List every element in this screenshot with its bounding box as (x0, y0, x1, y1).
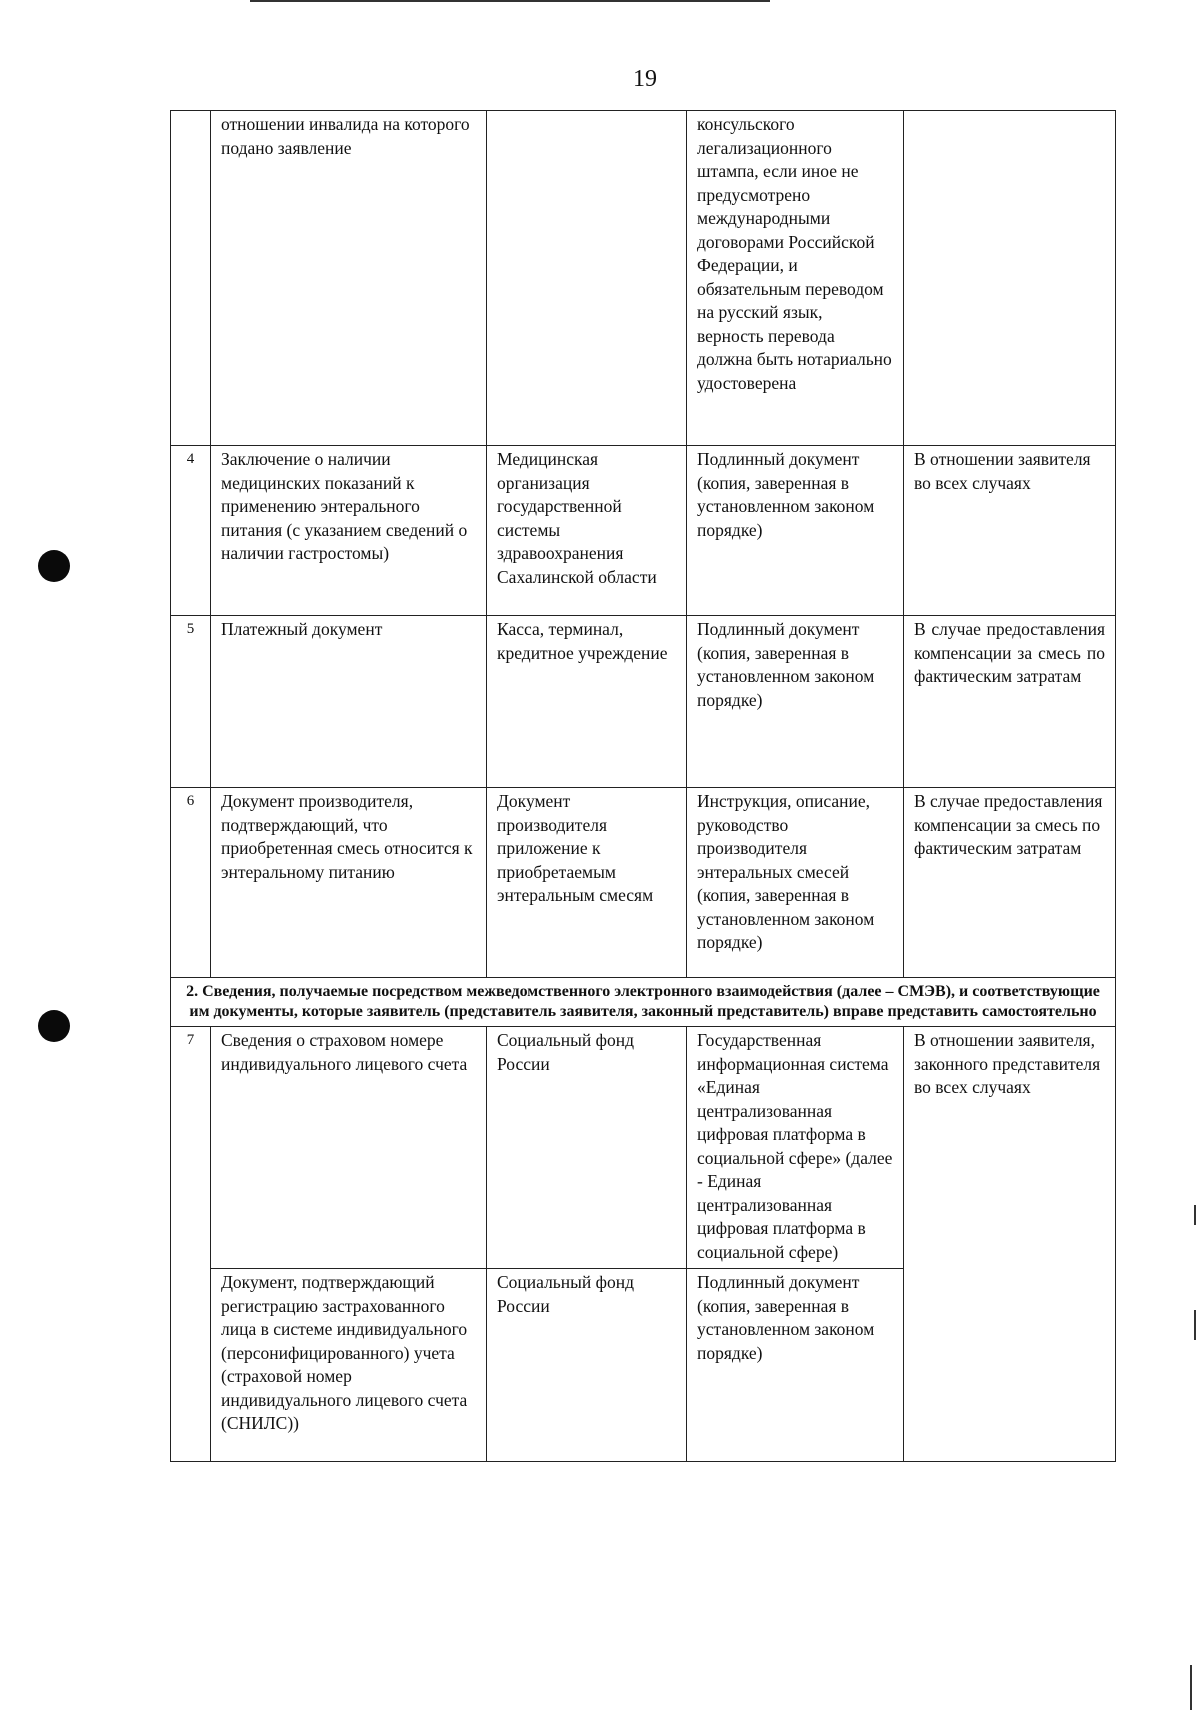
document-name-cell: отношении инвалида на которого подано заявление (211, 111, 487, 446)
document-form-cell: Государственная информационная система «Единая централизованная цифровая платформа в социальной сфере» (далее - Единая централизованная цифровая платформа в социальной сфере) (687, 1027, 904, 1269)
document-source-cell: Документ производителя приложение к приобретаемым энтеральным смесям (487, 788, 687, 978)
document-note-cell: В случае предоставления компенсации за смесь по фактическим затратам (904, 616, 1116, 788)
document-note-cell (904, 111, 1116, 446)
document-form-cell: консульского легализационного штампа, если иное не предусмотрено международными договорами Российской Федерации, и обязательным переводом на русский язык, верность перевода должна быть нотариально удостоверена (687, 111, 904, 446)
scan-edge-top (250, 0, 770, 2)
document-note-cell: В случае предоставления компенсации за смесь по фактическим затратам (904, 788, 1116, 978)
document-source-cell: Касса, терминал, кредитное учреждение (487, 616, 687, 788)
section-header-row (171, 978, 1116, 1027)
document-source-cell: Социальный фонд России (487, 1269, 687, 1462)
document-source-cell: Социальный фонд России (487, 1027, 687, 1269)
scan-edge-right (1194, 1205, 1196, 1225)
document-name-cell: Сведения о страховом номере индивидуального лицевого счета (211, 1027, 487, 1269)
document-form-cell: Инструкция, описание, руководство производителя энтеральных смесей (копия, заверенная в установленном законом порядке) (687, 788, 904, 978)
document-form-cell: Подлинный документ (копия, заверенная в установленном законом порядке) (687, 1269, 904, 1462)
document-form-cell: Подлинный документ (копия, заверенная в установленном законом порядке) (687, 616, 904, 788)
document-form-cell: Подлинный документ (копия, заверенная в установленном законом порядке) (687, 446, 904, 616)
document-name-cell: Документ производителя, подтверждающий, что приобретенная смесь относится к энтеральному питанию (211, 788, 487, 978)
document-name-cell: Документ, подтверждающий регистрацию застрахованного лица в системе индивидуального (персонифицированного) учета (страховой номер индивидуального лицевого счета (СНИЛС)) (211, 1269, 487, 1462)
document-note-cell: В отношении заявителя, законного представителя во всех случаях (904, 1027, 1116, 1462)
table-row (171, 616, 1116, 788)
document-name-cell: Заключение о наличии медицинских показаний к применению энтерального питания (с указанием сведений о наличии гастростомы) (211, 446, 487, 616)
punch-hole (38, 1010, 70, 1042)
table-row (171, 1027, 1116, 1269)
scan-edge-right (1190, 1665, 1192, 1710)
row-number-cell (171, 111, 211, 446)
row-number-cell: 6 (171, 788, 211, 978)
document-note-cell: В отношении заявителя во всех случаях (904, 446, 1116, 616)
section-2-title: 2. Сведения, получаемые посредством межведомственного электронного взаимодействия (далее – СМЭВ), и соответствующие им документы, которые заявитель (представитель заявителя, законный представитель) вправе представить самостоятельно (171, 978, 1116, 1027)
table-row (171, 446, 1116, 616)
row-number-cell: 7 (171, 1027, 211, 1462)
documents-table (170, 110, 1116, 1462)
scan-edge-right (1194, 1310, 1196, 1340)
document-source-cell: Медицинская организация государственной системы здравоохранения Сахалинской области (487, 446, 687, 616)
punch-hole (38, 550, 70, 582)
row-number-cell: 4 (171, 446, 211, 616)
table-row (171, 111, 1116, 446)
document-name-cell: Платежный документ (211, 616, 487, 788)
row-number-cell: 5 (171, 616, 211, 788)
page-number: 19 (633, 66, 657, 92)
table-row (171, 788, 1116, 978)
document-source-cell (487, 111, 687, 446)
